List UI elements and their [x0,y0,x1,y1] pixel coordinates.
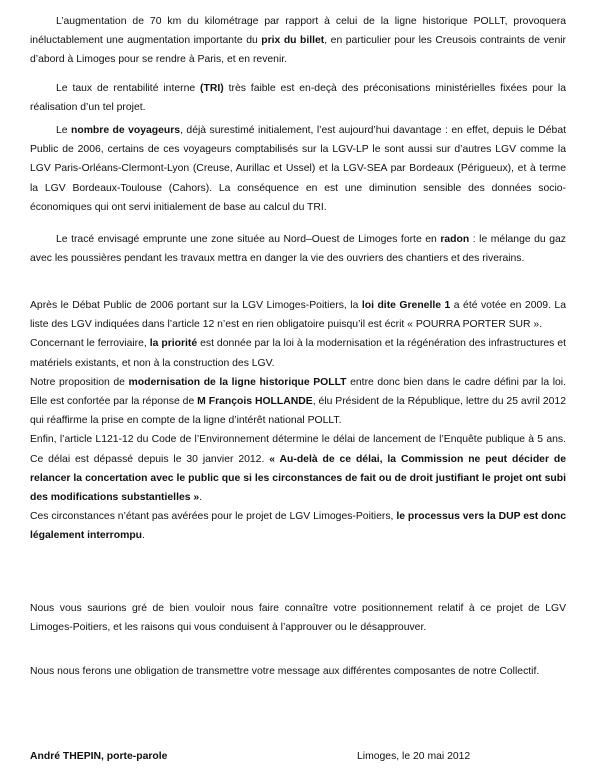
paragraph-text: Le [56,125,71,136]
emphasis-prix-du-billet: prix du billet [261,35,325,47]
paragraph-text: très faible est en-deçà des préconisations ministérielles fixées pour la réalisation d’un tel projet. [30,83,566,114]
paragraph-ticket-price [30,12,566,70]
paragraph-modernisation [30,373,566,431]
emphasis-loi-grenelle: loi dite Grenelle 1 [361,300,451,311]
emphasis-nombre-de-voyageurs: nombre de voyageurs [71,125,181,136]
paragraph-radon [30,230,566,268]
paragraph-tri [30,79,566,117]
emphasis-radon: radon [440,234,470,245]
paragraph-enquete-publique [30,430,566,507]
paragraph-text: , déjà surestimé initialement, l’est aujourd’hui davantage : en effet, depuis le Débat Public de 2006, certains de ces voyageurs comptabilisés sur la LGV-LP le sont aussi sur d’autres LGV comme la LGV Paris-Orléans-Clermont-Lyon (Creuse, Aurillac et Ussel) et la LGV-SEA par Bordeaux (Périgueux), et à terme la LGV Bordeaux-Toulouse (Cahors). La conséquence en est une diminution sensible des données socio-économiques qui ont servi initialement de base au calcul du TRI. [30,125,566,213]
paragraph-text: , élu Président de la République, lettre du 25 avril 2012 qui réaffirme la prise en compte de la ligne d’intérêt national POLLT. [30,396,566,427]
emphasis-hollande: M François HOLLANDE [197,396,313,408]
emphasis-quote-commission: « Au-delà de ce délai, la Commission ne peut décider de relancer la concertation avec le public que si les circonstances de fait ou de droit justifiant le projet ont subi des modifications substantielles » [30,453,566,504]
paragraph-text: Concernant le ferroviaire, [30,338,150,350]
paragraph-dup [30,507,566,545]
paragraph-voyageurs [30,121,566,217]
paragraph-text: . [199,492,203,504]
emphasis-dup-interrompu: le processus vers la DUP est donc légalement interrompu [30,511,566,542]
paragraph-grenelle [30,296,566,334]
emphasis-modernisation: modernisation de la ligne historique POLLT [128,376,347,388]
paragraph-text: L’augmentation de 70 km du kilométrage par rapport à celui de la ligne historique POLLT, provoquera inéluctablement une augmentation importante du [30,16,566,47]
emphasis-la-priorite: la priorité [149,338,198,350]
paragraph-text: : le mélange du gaz avec les poussières pendant les travaux mettra en danger la vie des ouvriers des chantiers et des riverains. [30,234,566,265]
paragraph-text: Le taux de rentabilité interne [56,83,201,94]
paragraph-text: entre donc bien dans le cadre défini par la loi. Elle est confortée par la réponse de [30,376,566,408]
paragraph-priorite [30,334,566,372]
paragraph-text: Enfin, l’article L121-12 du Code de l’Environnement détermine le délai de lancement de l’Enquête publique à 5 ans. Ce délai est dépassé depuis le 30 janvier 2012. [30,434,566,465]
paragraph-text: Après le Débat Public de 2006 portant sur la LGV Limoges-Poitiers, la [30,300,362,311]
paragraph-text: Ces circonstances n’étant pas avérées pour le projet de LGV Limoges-Poitiers, [30,511,397,523]
paragraph-text: Le tracé envisagé emprunte une zone située au Nord–Ouest de Limoges forte en [56,234,441,245]
paragraph-text: Notre proposition de [30,376,129,388]
paragraph-transmission: Nous nous ferons une obligation de transmettre votre message aux différentes composantes de notre Collectif. [30,666,540,677]
paragraph-text: . [142,530,145,542]
law-block [30,296,566,546]
signature-place-date: Limoges, le 20 mai 2012 [357,751,471,762]
paragraph-text: est donnée par la loi à la modernisation et la régénération des infrastructures et matériels existants, et non à la construction des LGV. [30,338,566,369]
signature-name: André THEPIN, porte-parole [30,751,168,762]
emphasis-tri: (TRI) [200,83,224,94]
paragraph-text: , en particulier pour les Creusois contraints de venir d’abord à Limoges pour se rendre à Paris, et en revenir. [30,35,567,66]
paragraph-positionnement: Nous vous saurions gré de bien vouloir nous faire connaître votre positionnement relatif à ce projet de LGV Limoges-Poitiers, et les raisons qui vous conduisent à l’approuver ou le désapprouver. [30,603,566,634]
paragraph-text: a été votée en 2009. La liste des LGV indiquées dans l’article 12 n’est en rien obligatoire puisqu’il est écrit « POURRA PORTER SUR ». [30,300,566,331]
